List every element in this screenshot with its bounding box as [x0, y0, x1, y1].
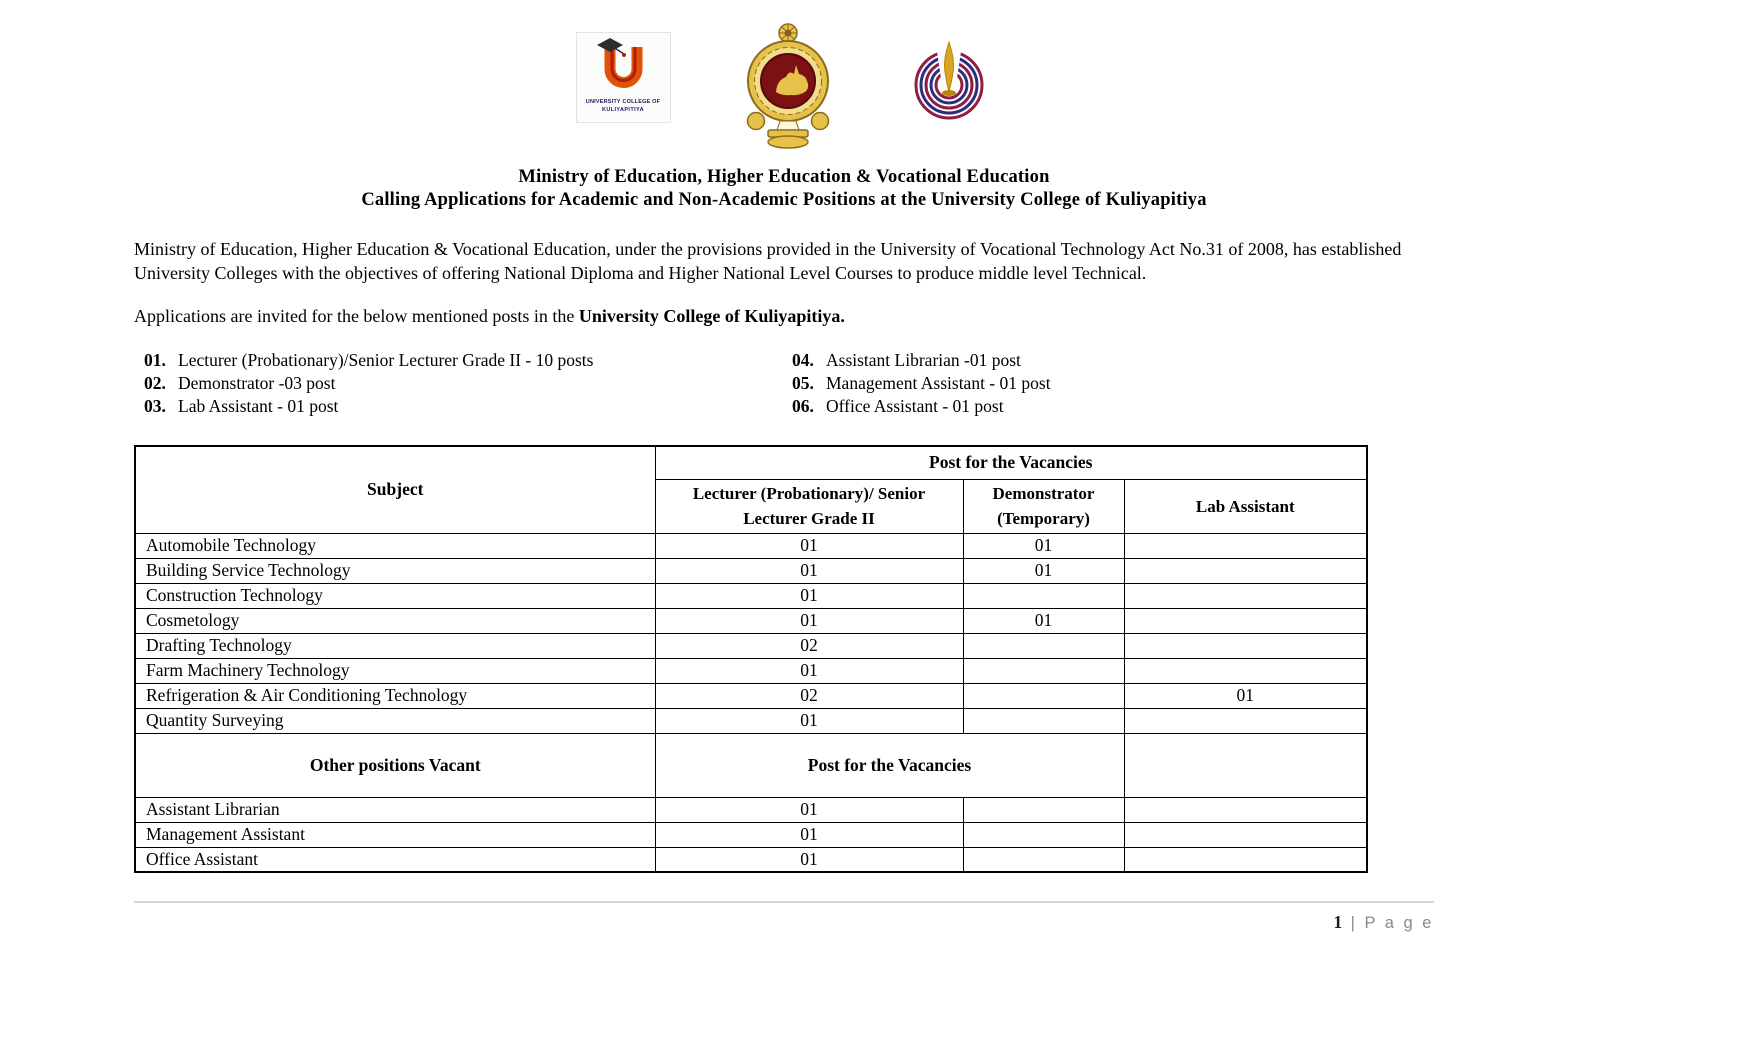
page-number: 1 — [1333, 912, 1343, 932]
table-row — [135, 558, 1367, 583]
uck-caption-line2: KULIYAPITIYA — [602, 107, 644, 113]
table-row — [135, 683, 1367, 708]
post-label: Lecturer (Probationary)/Senior Lecturer Grade II - 10 posts — [178, 350, 594, 370]
table-row — [135, 608, 1367, 633]
post-item-05 — [792, 373, 1434, 396]
demonstrator-column-header: Demonstrator (Temporary) — [963, 479, 1124, 533]
lecturer-cell: 02 — [655, 683, 963, 708]
lecturer-column-header: Lecturer (Probationary)/ Senior Lecturer Grade II — [655, 479, 963, 533]
rings-flame-icon — [906, 38, 992, 124]
other-group-header-cell: Post for the Vacancies — [655, 733, 1124, 797]
table-row — [135, 633, 1367, 658]
lab-cell — [1124, 658, 1367, 683]
page-label: | P a g e — [1350, 914, 1434, 932]
demonstrator-cell — [963, 708, 1124, 733]
lecturer-cell: 01 — [655, 708, 963, 733]
post-label: Lab Assistant - 01 post — [178, 396, 339, 416]
count-cell: 01 — [655, 797, 963, 822]
vocational-education-logo — [906, 38, 992, 124]
post-number: 01. — [144, 350, 166, 370]
subject-cell: Cosmetology — [135, 608, 655, 633]
empty-cell — [963, 797, 1124, 822]
table-row — [135, 658, 1367, 683]
page-footer — [134, 901, 1434, 933]
count-cell: 01 — [655, 847, 963, 872]
title-line-2: Calling Applications for Academic and Non-Academic Positions at the University College of Kuliyapitiya — [361, 190, 1207, 210]
post-label: Demonstrator -03 post — [178, 373, 336, 393]
post-item-01 — [144, 350, 792, 373]
post-number: 04. — [792, 350, 814, 370]
lab-assistant-column-header: Lab Assistant — [1124, 479, 1367, 533]
post-item-02 — [144, 373, 792, 396]
demonstrator-cell — [963, 683, 1124, 708]
other-positions-header-row — [135, 733, 1367, 797]
invite-college-name: University College of Kuliyapitiya. — [578, 306, 845, 326]
count-cell: 01 — [655, 822, 963, 847]
position-cell: Management Assistant — [135, 822, 655, 847]
uck-caption-line1: UNIVERSITY COLLEGE OF — [585, 99, 661, 105]
subject-cell: Automobile Technology — [135, 533, 655, 558]
demonstrator-cell: 01 — [963, 533, 1124, 558]
table-row — [135, 583, 1367, 608]
table-group-header-row — [135, 446, 1367, 479]
post-number: 02. — [144, 373, 166, 393]
empty-cell — [1124, 733, 1367, 797]
lab-cell — [1124, 533, 1367, 558]
logo-row — [134, 18, 1434, 152]
demonstrator-cell — [963, 583, 1124, 608]
table-row — [135, 797, 1367, 822]
table-row — [135, 847, 1367, 872]
invite-prefix: Applications are invited for the below mentioned posts in the — [134, 306, 579, 326]
lab-cell — [1124, 558, 1367, 583]
post-item-06 — [792, 396, 1434, 419]
position-cell: Assistant Librarian — [135, 797, 655, 822]
intro-paragraph: Ministry of Education, Higher Education & Vocational Education, under the provisions provided in the University of Vocational Technology Act No.31 of 2008, has established University Colleges with the objectives of offering National Diploma and Higher National Level Courses to produce middle level Technical. — [134, 239, 1402, 283]
post-label: Management Assistant - 01 post — [826, 373, 1051, 393]
post-label: Assistant Librarian -01 post — [826, 350, 1021, 370]
subject-cell: Quantity Surveying — [135, 708, 655, 733]
group-header-cell: Post for the Vacancies — [655, 446, 1367, 479]
subject-cell: Building Service Technology — [135, 558, 655, 583]
lab-cell — [1124, 633, 1367, 658]
lecturer-cell: 01 — [655, 608, 963, 633]
subject-cell: Construction Technology — [135, 583, 655, 608]
title-line-1: Ministry of Education, Higher Education & Vocational Education — [518, 167, 1050, 187]
vacancies-table — [134, 445, 1368, 873]
document-title — [134, 166, 1434, 212]
lecturer-cell: 01 — [655, 583, 963, 608]
empty-cell — [1124, 797, 1367, 822]
demonstrator-cell — [963, 633, 1124, 658]
post-number: 03. — [144, 396, 166, 416]
other-positions-header-cell: Other positions Vacant — [135, 733, 655, 797]
post-label: Office Assistant - 01 post — [826, 396, 1004, 416]
lecturer-cell: 02 — [655, 633, 963, 658]
post-item-04 — [792, 350, 1434, 373]
subject-cell: Refrigeration & Air Conditioning Technology — [135, 683, 655, 708]
demonstrator-cell: 01 — [963, 608, 1124, 633]
table-row — [135, 533, 1367, 558]
post-number: 05. — [792, 373, 814, 393]
post-item-03 — [144, 396, 792, 419]
lab-cell — [1124, 708, 1367, 733]
lab-cell — [1124, 583, 1367, 608]
empty-cell — [1124, 822, 1367, 847]
position-cell: Office Assistant — [135, 847, 655, 872]
sri-lanka-emblem-logo — [736, 18, 840, 150]
demonstrator-cell — [963, 658, 1124, 683]
subject-header-cell: Subject — [135, 446, 655, 533]
empty-cell — [963, 822, 1124, 847]
posts-list — [134, 350, 1434, 419]
lab-cell — [1124, 608, 1367, 633]
lab-cell: 01 — [1124, 683, 1367, 708]
table-row — [135, 708, 1367, 733]
demonstrator-cell: 01 — [963, 558, 1124, 583]
university-college-kuliyapitiya-logo — [577, 33, 670, 122]
subject-cell: Drafting Technology — [135, 633, 655, 658]
empty-cell — [1124, 847, 1367, 872]
lecturer-cell: 01 — [655, 558, 963, 583]
sri-lanka-emblem-icon — [736, 18, 840, 150]
uck-u-icon — [577, 33, 670, 97]
table-row — [135, 822, 1367, 847]
post-number: 06. — [792, 396, 814, 416]
lecturer-cell: 01 — [655, 533, 963, 558]
invite-line — [134, 306, 1434, 327]
subject-cell: Farm Machinery Technology — [135, 658, 655, 683]
empty-cell — [963, 847, 1124, 872]
lecturer-cell: 01 — [655, 658, 963, 683]
